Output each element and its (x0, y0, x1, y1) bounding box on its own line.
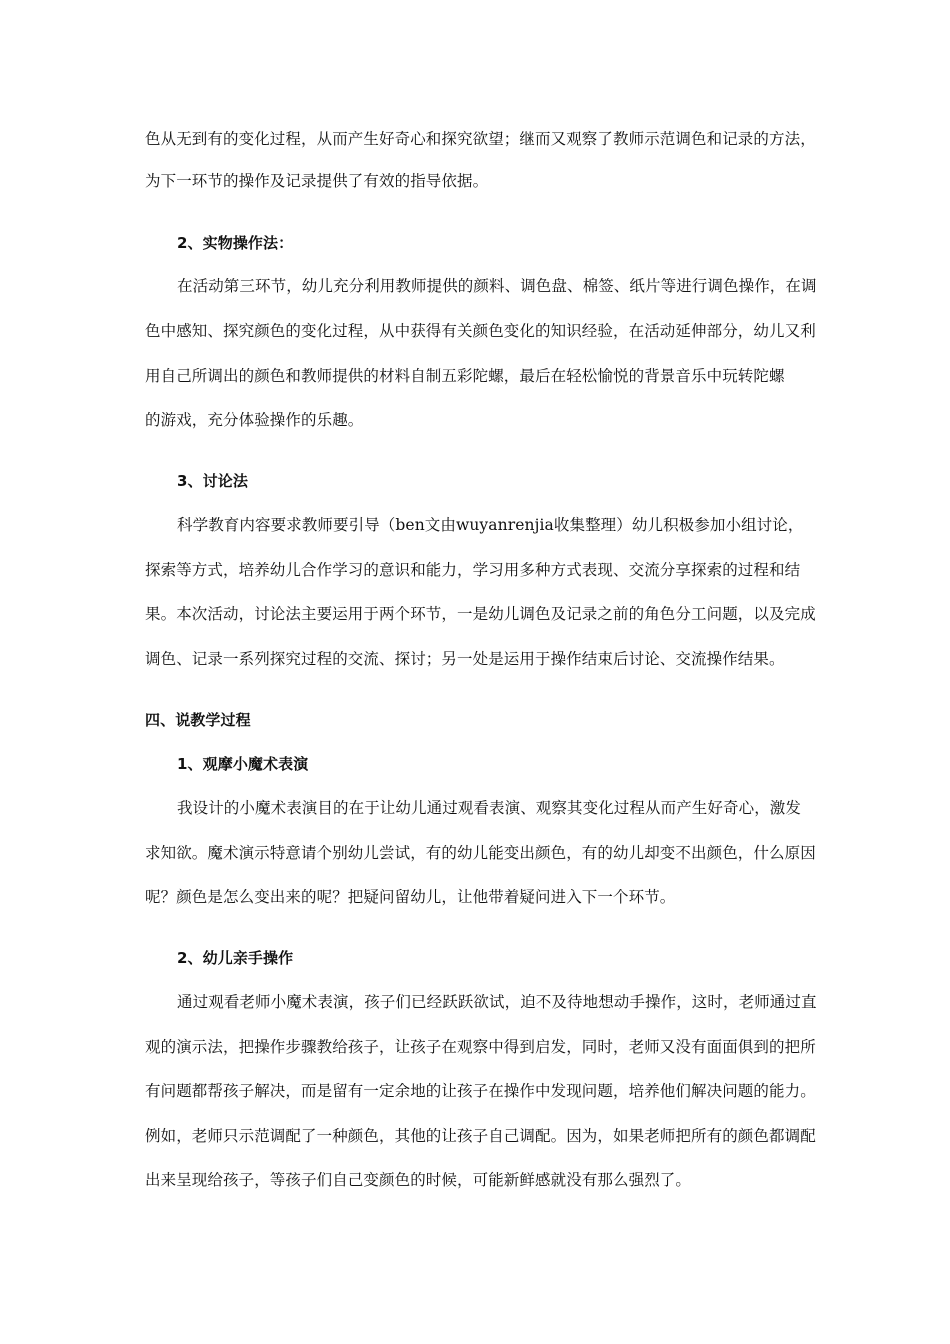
body-text-line: 探索等方式，培养幼儿合作学习的意识和能力，学习用多种方式表现、交流分享探索的过程和结 (145, 561, 801, 579)
body-text-line: 色从无到有的变化过程，从而产生好奇心和探究欲望；继而又观察了教师示范调色和记录的方法， (145, 130, 816, 148)
body-text-line: 用自己所调出的颜色和教师提供的材料自制五彩陀螺，最后在轻松愉悦的背景音乐中玩转陀螺 (145, 367, 785, 385)
body-text-line: 色中感知、探究颜色的变化过程，从中获得有关颜色变化的知识经验，在活动延伸部分，幼儿又利 (145, 322, 816, 340)
section-heading: 1、观摩小魔术表演 (177, 755, 309, 773)
body-text-line: 例如，老师只示范调配了一种颜色，其他的让孩子自己调配。因为，如果老师把所有的颜色都调配 (145, 1127, 816, 1145)
body-text-line: 有问题都帮孩子解决，而是留有一定余地的让孩子在操作中发现问题，培养他们解决问题的能力。 (145, 1082, 816, 1100)
body-text-line: 果。本次活动，讨论法主要运用于两个环节，一是幼儿调色及记录之前的角色分工问题，以及完成 (145, 605, 816, 623)
body-text-line: 为下一环节的操作及记录提供了有效的指导依据。 (145, 172, 489, 190)
chapter-heading: 四、说教学过程 (145, 711, 251, 729)
body-text-line: 观的演示法，把操作步骤教给孩子，让孩子在观察中得到启发，同时，老师又没有面面俱到的把所 (145, 1038, 816, 1056)
body-text-line: 出来呈现给孩子，等孩子们自己变颜色的时候，可能新鲜感就没有那么强烈了。 (145, 1171, 692, 1189)
body-text-line: 我设计的小魔术表演目的在于让幼儿通过观看表演、观察其变化过程从而产生好奇心，激发 (177, 799, 802, 817)
section-heading: 2、实物操作法： (177, 234, 294, 252)
body-text-line: 呢？颜色是怎么变出来的呢？把疑问留幼儿，让他带着疑问进入下一个环节。 (145, 888, 676, 906)
body-text-line: 求知欲。魔术演示特意请个别幼儿尝试，有的幼儿能变出颜色，有的幼儿却变不出颜色，什么原因 (145, 844, 816, 862)
body-text-line: 科学教育内容要求教师要引导（ben文由wuyanrenjia收集整理）幼儿积极参加小组讨论， (177, 516, 804, 534)
body-text-line: 的游戏，充分体验操作的乐趣。 (145, 411, 364, 429)
section-heading: 3、讨论法 (177, 472, 248, 490)
body-text-line: 在活动第三环节，幼儿充分利用教师提供的颜料、调色盘、棉签、纸片等进行调色操作，在调 (177, 277, 817, 295)
section-heading: 2、幼儿亲手操作 (177, 949, 294, 967)
body-text-line: 调色、记录一系列探究过程的交流、探讨；另一处是运用于操作结束后讨论、交流操作结果。 (145, 650, 785, 668)
body-text-line: 通过观看老师小魔术表演，孩子们已经跃跃欲试，迫不及待地想动手操作，这时，老师通过直 (177, 993, 817, 1011)
